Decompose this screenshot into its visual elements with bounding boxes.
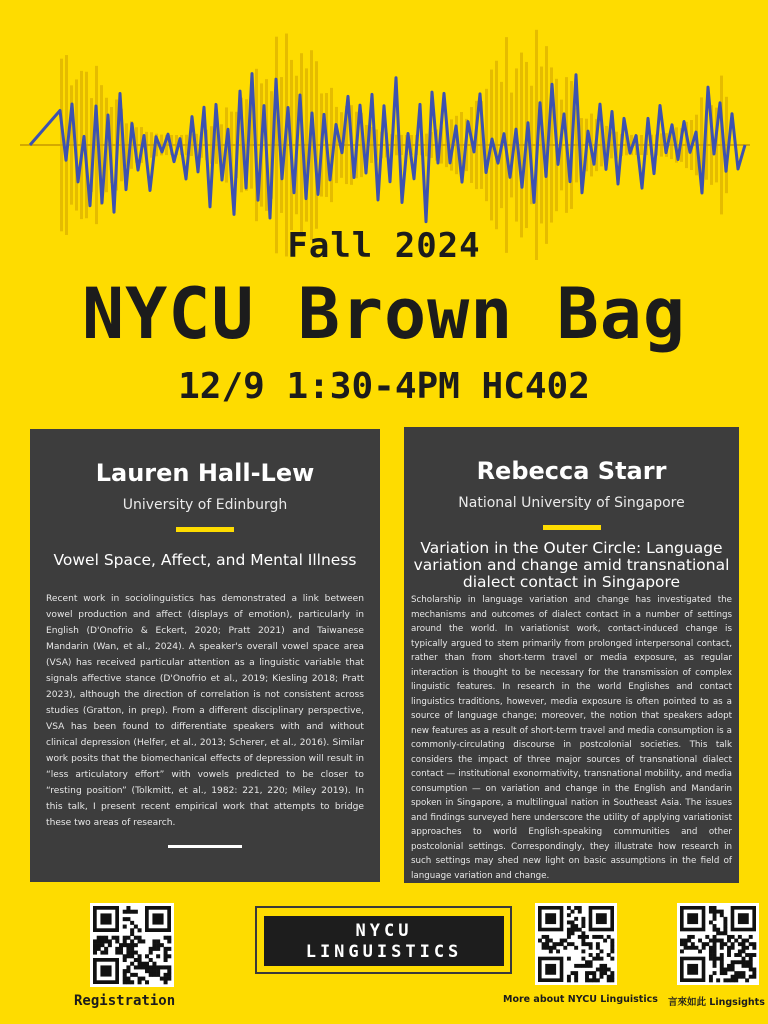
sound-wave-graphic	[0, 0, 768, 260]
lingsights-label: 言來如此 Lingsights	[668, 997, 765, 1008]
more-about-label: More about NYCU Linguistics	[503, 994, 658, 1005]
speaker-name: Lauren Hall-Lew	[95, 459, 315, 487]
logo-line-1: NYCU	[355, 921, 413, 941]
divider-bar	[176, 527, 234, 532]
nycu-linguistics-logo	[264, 916, 504, 966]
talk-abstract: Recent work in sociolinguistics has demonstrated a link between vowel production and affect (displays of emotion), particularly in English (D'Onofrio & Eckert, 2020; Pratt 2021) and Taiwanese Mandarin (Wan, et al., 2024). A speaker's overall vowel space area (VSA) has received particular attention as a linguistic variable that signals affective stance (D'Onofrio et al., 2019; Kiesling 2018; Pratt 2023), although the direction of correlation is not consistent across studies (Gratton, in prep). From a different disciplinary perspective, VSA has been found to differentiate speakers with and without clinical depression (Helfer, et al., 2013; Scherer, et al., 2016). Similar work posits that the biomechanical effects of depression will result in “less articulatory effort” with vowels predicted to be closer to “resting position” (Tolkmitt, et al., 1982: 221, 220; Miley 2019). In this talk, I present recent empirical work that attempts to bridge these two areas of research.	[46, 594, 364, 828]
talk-abstract: Scholarship in language variation and change has investigated the mechanisms and outcomes of dialect contact in a number of settings around the world. In variationist work, contact-induced change is typically argued to stem primarily from prolonged interpersonal contact, rather than from short-term travel or media exposure, as regular interaction is thought to be necessary for the transmission of complex linguistic features. In research in the world Englishes and contact linguistics traditions, however, media exposure is often pointed to as a source of language change; moreover, the notion that speakers adopt new features as a result of short-term travel and media consumption is a commonly-circulating discourse in postcolonial societies. This talk considers the impact of three major sources of transnational dialect contact — institutional exonormativity, transnational mobility, and media consumption — on variation and change in the English and Mandarin spoken in Singapore, a multilingual nation in Southeast Asia. The issues and findings surveyed here underscore the utility of applying variationist approaches to world English-speaking communities and other postcolonial settings. Correspondingly, they illustrate how research in such settings may shed new light on basic assumptions in the field of language variation and change.	[411, 595, 732, 881]
registration-qr-code[interactable]	[90, 903, 174, 987]
divider-bar	[168, 845, 242, 848]
talk-title: Variation in the Outer Circle: Language variation and change amid transnational dialect contact in Singapore	[413, 539, 730, 591]
nycu-linguistics-qr-code[interactable]	[535, 903, 617, 985]
divider-bar	[543, 525, 601, 530]
event-season: Fall 2024	[287, 226, 481, 266]
talk-title: Vowel Space, Affect, and Mental Illness	[53, 551, 357, 569]
lingsights-qr-code[interactable]	[677, 903, 759, 985]
speaker-panel-hall-lew	[30, 429, 380, 882]
speaker-affiliation: National University of Singapore	[458, 495, 685, 511]
speaker-panel-starr	[404, 427, 739, 883]
speaker-affiliation: University of Edinburgh	[122, 497, 288, 513]
speaker-name: Rebecca Starr	[476, 457, 667, 485]
event-date-time-location: 12/9 1:30-4PM HC402	[178, 366, 590, 407]
logo-line-2: LINGUISTICS	[305, 942, 463, 962]
registration-label: Registration	[74, 993, 176, 1009]
event-title: NYCU Brown Bag	[81, 273, 686, 355]
